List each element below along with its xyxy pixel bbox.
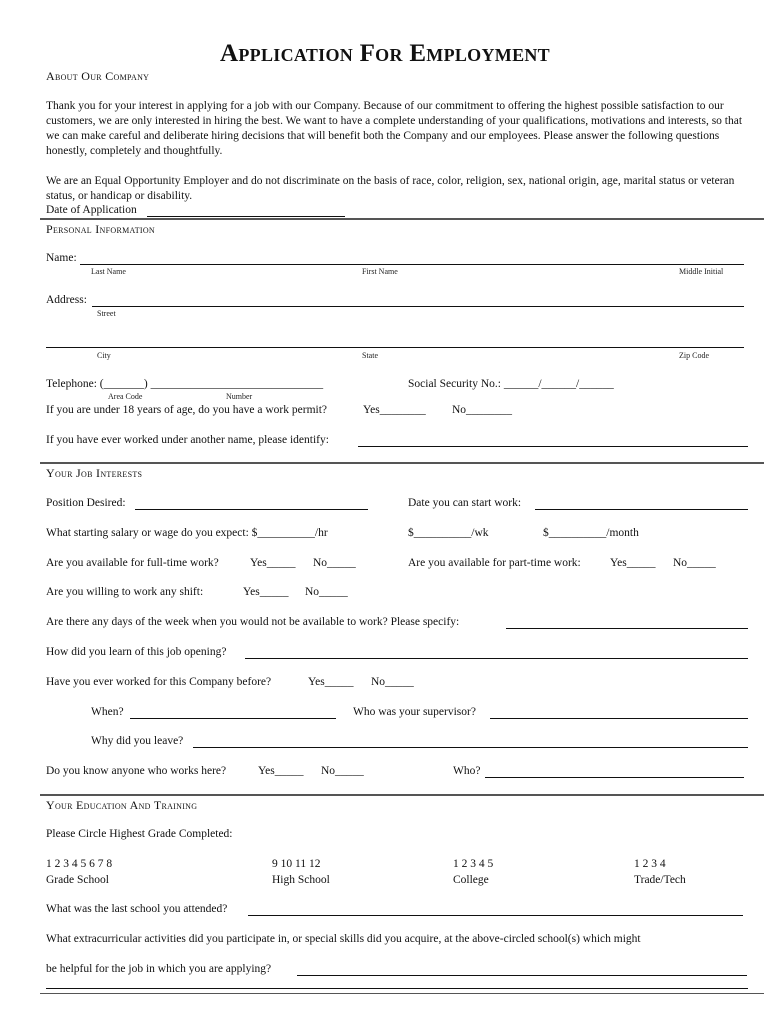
fulltime-no[interactable]: No_____ xyxy=(313,557,356,569)
worked-before-question: Have you ever worked for this Company before? xyxy=(46,676,272,688)
salary-month-field[interactable]: $__________/month xyxy=(543,527,639,539)
area-code-caption: Area Code xyxy=(108,392,143,401)
know-anyone-question: Do you know anyone who works here? xyxy=(46,765,227,777)
date-field[interactable] xyxy=(147,216,345,217)
first-name-caption: First Name xyxy=(362,267,398,276)
worked-before-no[interactable]: No_____ xyxy=(371,676,414,688)
education-heading: Your Education And Training xyxy=(46,798,198,812)
permit-no[interactable]: No________ xyxy=(452,404,513,416)
days-field[interactable] xyxy=(506,628,748,629)
zip-caption: Zip Code xyxy=(679,351,709,360)
parttime-question: Are you available for part-time work: xyxy=(408,557,581,569)
learn-field[interactable] xyxy=(245,658,748,659)
days-question: Are there any days of the week when you would not be available to work? Please specify: xyxy=(46,616,460,628)
why-leave-field[interactable] xyxy=(193,747,748,748)
other-name-question: If you have ever worked under another name, please identify: xyxy=(46,434,329,446)
know-anyone-yes[interactable]: Yes_____ xyxy=(258,765,304,777)
other-name-field[interactable] xyxy=(358,446,748,447)
high-school-numbers[interactable]: 9 10 11 12 xyxy=(272,858,321,870)
divider xyxy=(40,218,764,220)
why-leave-label: Why did you leave? xyxy=(91,735,184,747)
salary-hour-field[interactable]: What starting salary or wage do you expect: $__________/hr xyxy=(46,527,328,539)
fulltime-yes[interactable]: Yes_____ xyxy=(250,557,296,569)
helpful-question: be helpful for the job in which you are applying? xyxy=(46,963,272,975)
page-title: Application For Employment xyxy=(220,40,550,67)
city-state-zip-field[interactable] xyxy=(46,347,744,348)
middle-initial-caption: Middle Initial xyxy=(679,267,724,276)
helpful-field[interactable] xyxy=(297,975,747,976)
state-caption: State xyxy=(362,351,378,360)
eeo-paragraph: We are an Equal Opportunity Employer and do not discriminate on the basis of race, color, religion, sex, national origin, age, marital status or veteran status, or handicap or disability. xyxy=(46,175,735,202)
street-caption: Street xyxy=(97,309,116,318)
name-field[interactable] xyxy=(80,264,744,265)
date-label: Date of Application xyxy=(46,204,137,216)
supervisor-label: Who was your supervisor? xyxy=(353,706,476,718)
personal-heading: Personal Information xyxy=(46,222,156,236)
when-field[interactable] xyxy=(130,718,336,719)
who-label: Who? xyxy=(453,765,481,777)
know-anyone-no[interactable]: No_____ xyxy=(321,765,364,777)
divider xyxy=(40,794,764,796)
name-label: Name: xyxy=(46,252,77,264)
shift-yes[interactable]: Yes_____ xyxy=(243,586,289,598)
telephone-field[interactable]: Telephone: (_______) ______________________________ xyxy=(46,378,324,390)
permit-yes[interactable]: Yes________ xyxy=(363,404,426,416)
shift-question: Are you willing to work any shift: xyxy=(46,586,204,598)
about-heading: About Our Company xyxy=(46,69,150,83)
when-label: When? xyxy=(91,706,124,718)
number-caption: Number xyxy=(226,392,253,401)
divider xyxy=(40,462,764,464)
start-date-label: Date you can start work: xyxy=(408,497,522,509)
shift-no[interactable]: No_____ xyxy=(305,586,348,598)
trade-tech-label: Trade/Tech xyxy=(634,874,686,886)
extra-answer-line[interactable] xyxy=(46,988,748,989)
grade-school-numbers[interactable]: 1 2 3 4 5 6 7 8 xyxy=(46,858,113,870)
circle-grade-label: Please Circle Highest Grade Completed: xyxy=(46,828,233,840)
last-school-question: What was the last school you attended? xyxy=(46,903,228,915)
trade-tech-numbers[interactable]: 1 2 3 4 xyxy=(634,858,666,870)
worked-before-yes[interactable]: Yes_____ xyxy=(308,676,354,688)
salary-week-field[interactable]: $__________/wk xyxy=(408,527,489,539)
who-field[interactable] xyxy=(485,777,744,778)
parttime-no[interactable]: No_____ xyxy=(673,557,716,569)
position-label: Position Desired: xyxy=(46,497,126,509)
supervisor-field[interactable] xyxy=(490,718,748,719)
address-label: Address: xyxy=(46,294,87,306)
last-school-field[interactable] xyxy=(248,915,743,916)
parttime-yes[interactable]: Yes_____ xyxy=(610,557,656,569)
last-name-caption: Last Name xyxy=(91,267,126,276)
high-school-label: High School xyxy=(272,874,330,886)
about-paragraph: Thank you for your interest in applying for a job with our Company. Because of our commitment to offering the highest possible satisfaction to our customers, we are only interested in hiring the best. We want to have a complete understanding of your qualifications, motivations and interests, so that we can make careful and deliberate hiring decisions that will benefit both the Company and our employees. Please answer the following questions honestly, completely and thoughtfully. xyxy=(46,100,743,157)
street-field[interactable] xyxy=(92,306,744,307)
position-field[interactable] xyxy=(135,509,368,510)
job-heading: Your Job Interests xyxy=(46,466,143,480)
fulltime-question: Are you available for full-time work? xyxy=(46,557,219,569)
grade-school-label: Grade School xyxy=(46,874,109,886)
ssn-field[interactable]: Social Security No.: ______/______/______ xyxy=(408,378,614,390)
city-caption: City xyxy=(97,351,111,360)
bottom-divider xyxy=(40,993,764,994)
start-date-field[interactable] xyxy=(535,509,748,510)
permit-question: If you are under 18 years of age, do you have a work permit? xyxy=(46,404,328,416)
learn-question: How did you learn of this job opening? xyxy=(46,646,227,658)
extracurricular-question: What extracurricular activities did you participate in, or special skills did you acquire, at the above-circled school(s) which might xyxy=(46,933,641,945)
college-numbers[interactable]: 1 2 3 4 5 xyxy=(453,858,494,870)
college-label: College xyxy=(453,874,489,886)
